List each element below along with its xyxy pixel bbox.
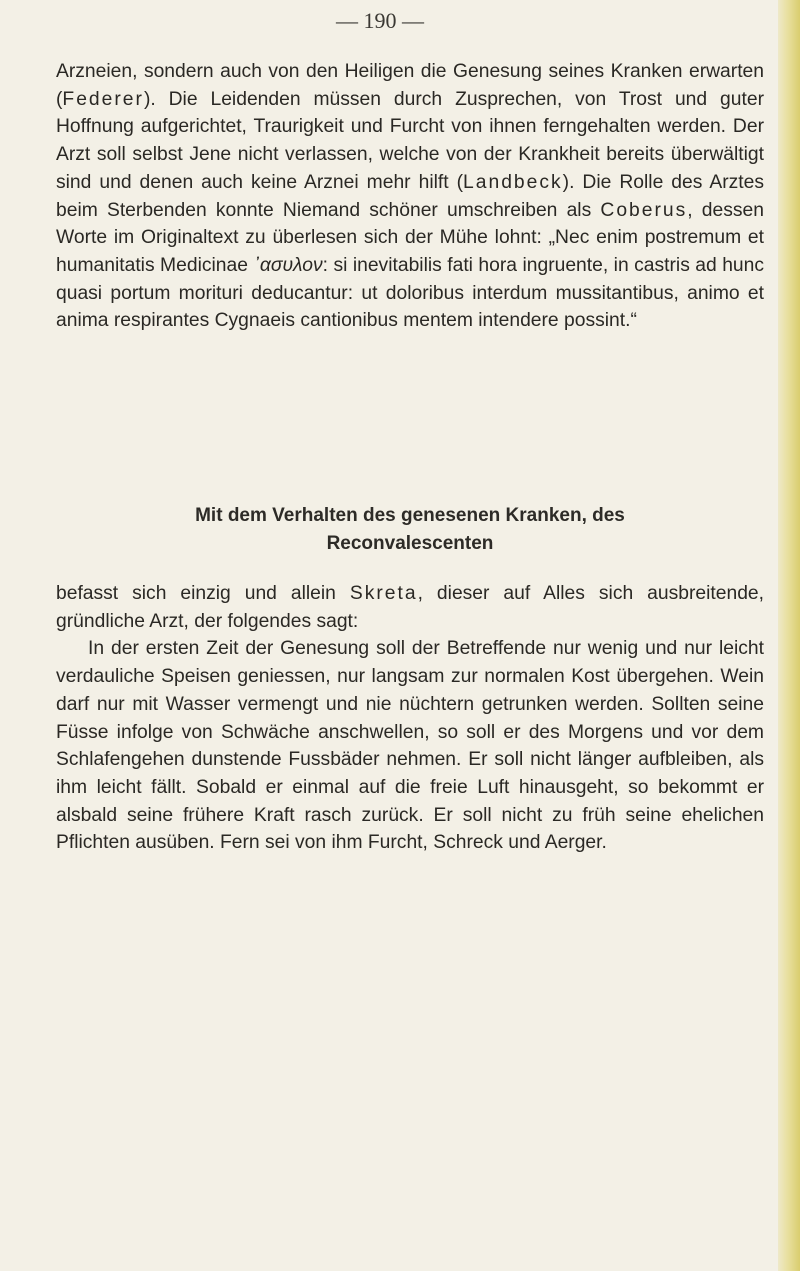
paragraph-2-part-2: , dieser auf Alles sich ausbreitende, gründliche Arzt, der folgendes sagt: [56,583,764,632]
paragraph-1-part-5: : si inevitabilis fati hora ingruente, in castris ad hunc quasi portum morituri deducantur: ut doloribus interdum mussitantibus, animo et anima respirantes Cygnaeis cantionibus mentem intendere possint.“ [56,254,765,332]
paragraph-2 [56,580,764,635]
author-skreta: Skreta [349,583,418,604]
author-federer: Federer [62,88,144,110]
author-coberus: Coberus [600,199,688,221]
section-heading-line-1: Mit dem Verhalten des genesenen Kranken, des [195,505,625,526]
paragraph-2-part-1: befasst sich einzig und allein [56,583,350,604]
paragraph-2-block [56,580,764,857]
author-landbeck: Landbeck [463,171,563,193]
paragraph-1 [56,58,764,335]
paragraph-1-part-1: Arzneien, sondern auch von den Heiligen die Genesung seines Kranken erwarten ( [56,61,764,110]
section-heading-line-2: Reconvalescenten [326,533,494,554]
greek-word: ᾽ασυλον [253,254,323,276]
page-edge [778,0,800,1271]
paragraph-1-part-2: ). Die Leidenden müssen durch Zusprechen, von Trost und guter Hoffnung aufgerichtet, Traurigkeit und Furcht von ihnen ferngehalten werden. Der Arzt soll selbst Jene nicht verlassen, welche von der Krankheit bereits überwältigt sind und denen auch keine Arznei mehr hilft ( [56,88,764,193]
page-number: — 190 — [336,8,424,33]
paragraph-1-text [56,58,764,335]
section-heading [56,502,764,558]
paragraph-3: In der ersten Zeit der Genesung soll der Betreffende nur wenig und nur leicht verdauliche Speisen geniessen, nur langsam zur normalen Kost übergehen. Wein darf nur mit Wasser vermengt und nie nüchtern getrunken werden. Sollten seine Füsse infolge von Schwäche anschwellen, so soll er des Morgens und vor dem Schlafengehen dunstende Fussbäder nehmen. Er soll nicht länger aufbleiben, als ihm leicht fällt. Sobald er einmal auf die freie Luft hinausgeht, so bekommt er alsbald seine frühere Kraft rasch zurück. Er soll nicht zu früh seine ehelichen Pflichten ausüben. Fern sei von ihm Furcht, Schreck und Aerger. [56,638,764,854]
paragraph-1-part-4: , dessen Worte im Originaltext zu überlesen sich der Mühe lohnt: „Nec enim postremum et humanitatis Medicinae [56,199,764,276]
paragraph-1-part-3: ). Die Rolle des Arztes beim Sterbenden konnte Niemand schöner umschreiben als [56,171,764,221]
